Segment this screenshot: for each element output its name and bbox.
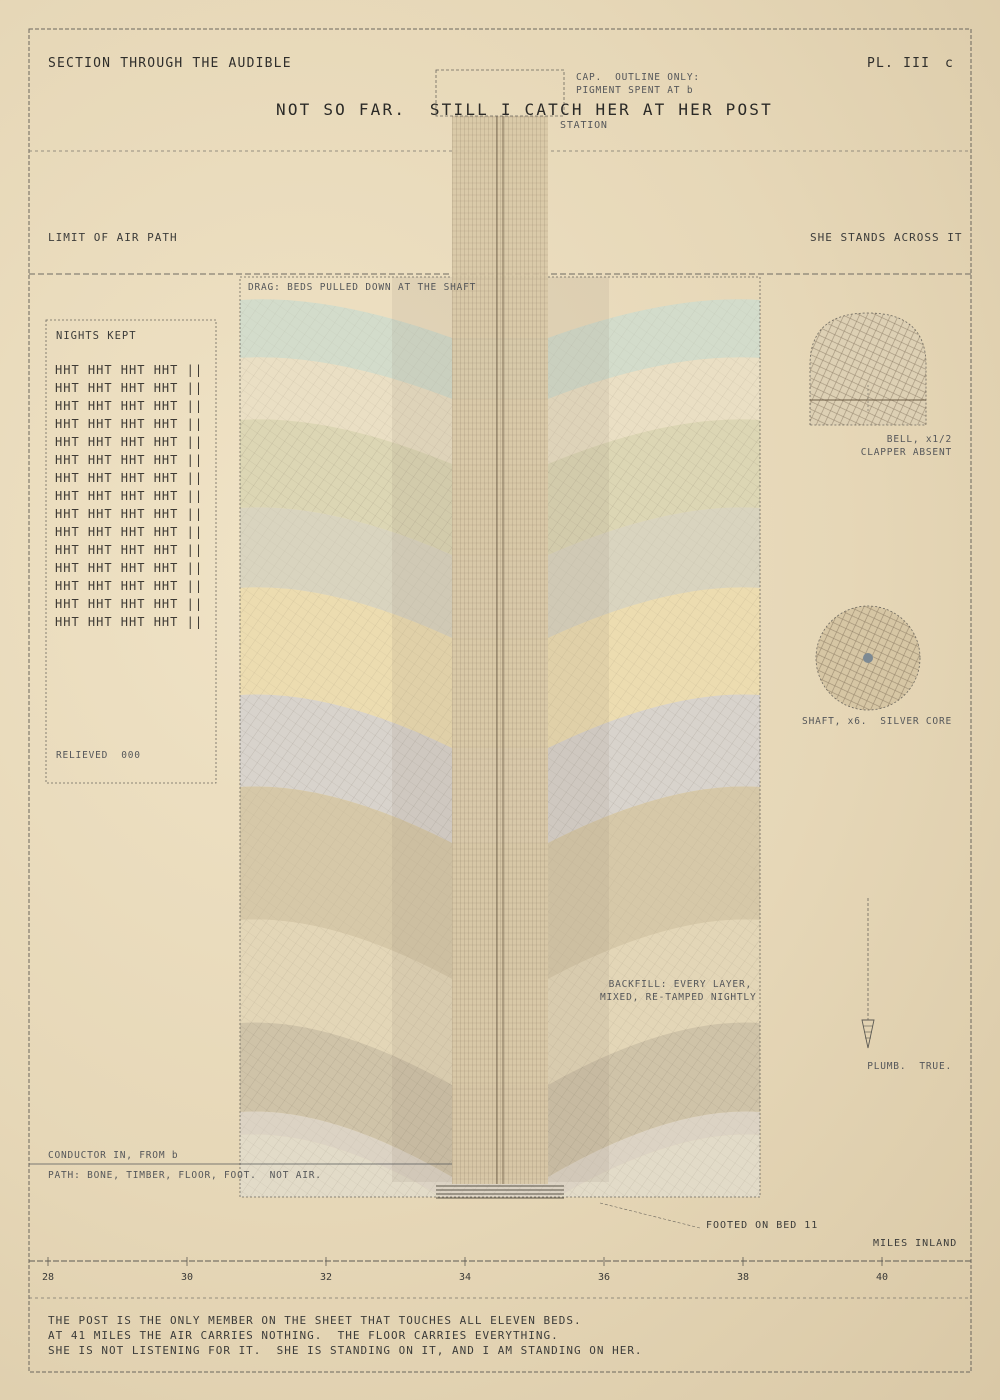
nights-title: NIGHTS KEPT (56, 330, 137, 342)
tally-row: HHT HHT HHT HHT || (55, 471, 204, 485)
backfill-note-2: MIXED, RE-TAMPED NIGHTLY (600, 992, 757, 1003)
bell-label-2: CLAPPER ABSENT (860, 447, 952, 458)
shaft-label: SHAFT, x6. SILVER CORE (802, 716, 952, 727)
tally-row: HHT HHT HHT HHT || (55, 525, 204, 539)
plate-title: SECTION THROUGH THE AUDIBLE (48, 56, 292, 71)
tally-row: HHT HHT HHT HHT || (55, 543, 204, 557)
bell-inset (810, 313, 926, 425)
plumb-label: PLUMB. TRUE. (867, 1061, 952, 1072)
tally-row: HHT HHT HHT HHT || (55, 417, 204, 431)
tally-row: HHT HHT HHT HHT || (55, 597, 204, 611)
tick-34: 34 (459, 1272, 472, 1283)
bell-label: BELL, x1/2 (886, 434, 952, 445)
tally-row: HHT HHT HHT HHT || (55, 507, 204, 521)
headline: NOT SO FAR. STILL I CATCH HER AT HER POST (276, 100, 773, 119)
tally-row: HHT HHT HHT HHT || (55, 579, 204, 593)
tally-row: HHT HHT HHT HHT || (55, 399, 204, 413)
conductor-path: PATH: BONE, TIMBER, FLOOR, FOOT. NOT AIR. (48, 1170, 322, 1181)
tally-row: HHT HHT HHT HHT || (55, 561, 204, 575)
footed-label: FOOTED ON BED 11 (706, 1220, 819, 1231)
tally-row: HHT HHT HHT HHT || (55, 453, 204, 467)
footer-line-3: SHE IS NOT LISTENING FOR IT. SHE IS STANDING ON IT, AND I AM STANDING ON HER. (48, 1344, 643, 1357)
conductor-in: CONDUCTOR IN, FROM b (48, 1150, 179, 1161)
post-texture (452, 116, 548, 1184)
tally-row: HHT HHT HHT HHT || (55, 363, 204, 377)
footer-line-1: THE POST IS THE ONLY MEMBER ON THE SHEET THAT TOUCHES ALL ELEVEN BEDS. (48, 1314, 582, 1327)
footer-line-2: AT 41 MILES THE AIR CARRIES NOTHING. THE FLOOR CARRIES EVERYTHING. (48, 1329, 559, 1342)
cap-note-1: CAP. OUTLINE ONLY: (576, 72, 700, 83)
axis-label: MILES INLAND (873, 1238, 958, 1249)
drag-note: DRAG: BEDS PULLED DOWN AT THE SHAFT (248, 282, 477, 293)
stands-across-label: SHE STANDS ACROSS IT (810, 231, 963, 244)
air-limit-label: LIMIT OF AIR PATH (48, 231, 178, 244)
tally-row: HHT HHT HHT HHT || (55, 381, 204, 395)
plumb-icon (862, 898, 874, 1048)
cap-note-2: PIGMENT SPENT AT b (576, 85, 694, 96)
shaft-inset (816, 606, 920, 710)
silver-core (863, 653, 873, 663)
backfill-note-1: BACKFILL: EVERY LAYER, (608, 979, 752, 990)
tally-row: HHT HHT HHT HHT || (55, 615, 204, 629)
tick-40: 40 (876, 1272, 889, 1283)
tick-38: 38 (737, 1272, 750, 1283)
plate-number: PL. III (867, 56, 931, 71)
tick-36: 36 (598, 1272, 611, 1283)
tally-row: HHT HHT HHT HHT || (55, 435, 204, 449)
tick-28: 28 (42, 1272, 55, 1283)
tally-row: HHT HHT HHT HHT || (55, 489, 204, 503)
relieved-count: RELIEVED 000 (56, 750, 141, 761)
footing-leader (600, 1203, 700, 1228)
tick-30: 30 (181, 1272, 194, 1283)
plate-letter: c (945, 56, 955, 71)
tick-32: 32 (320, 1272, 333, 1283)
station-label: STATION (560, 120, 608, 131)
